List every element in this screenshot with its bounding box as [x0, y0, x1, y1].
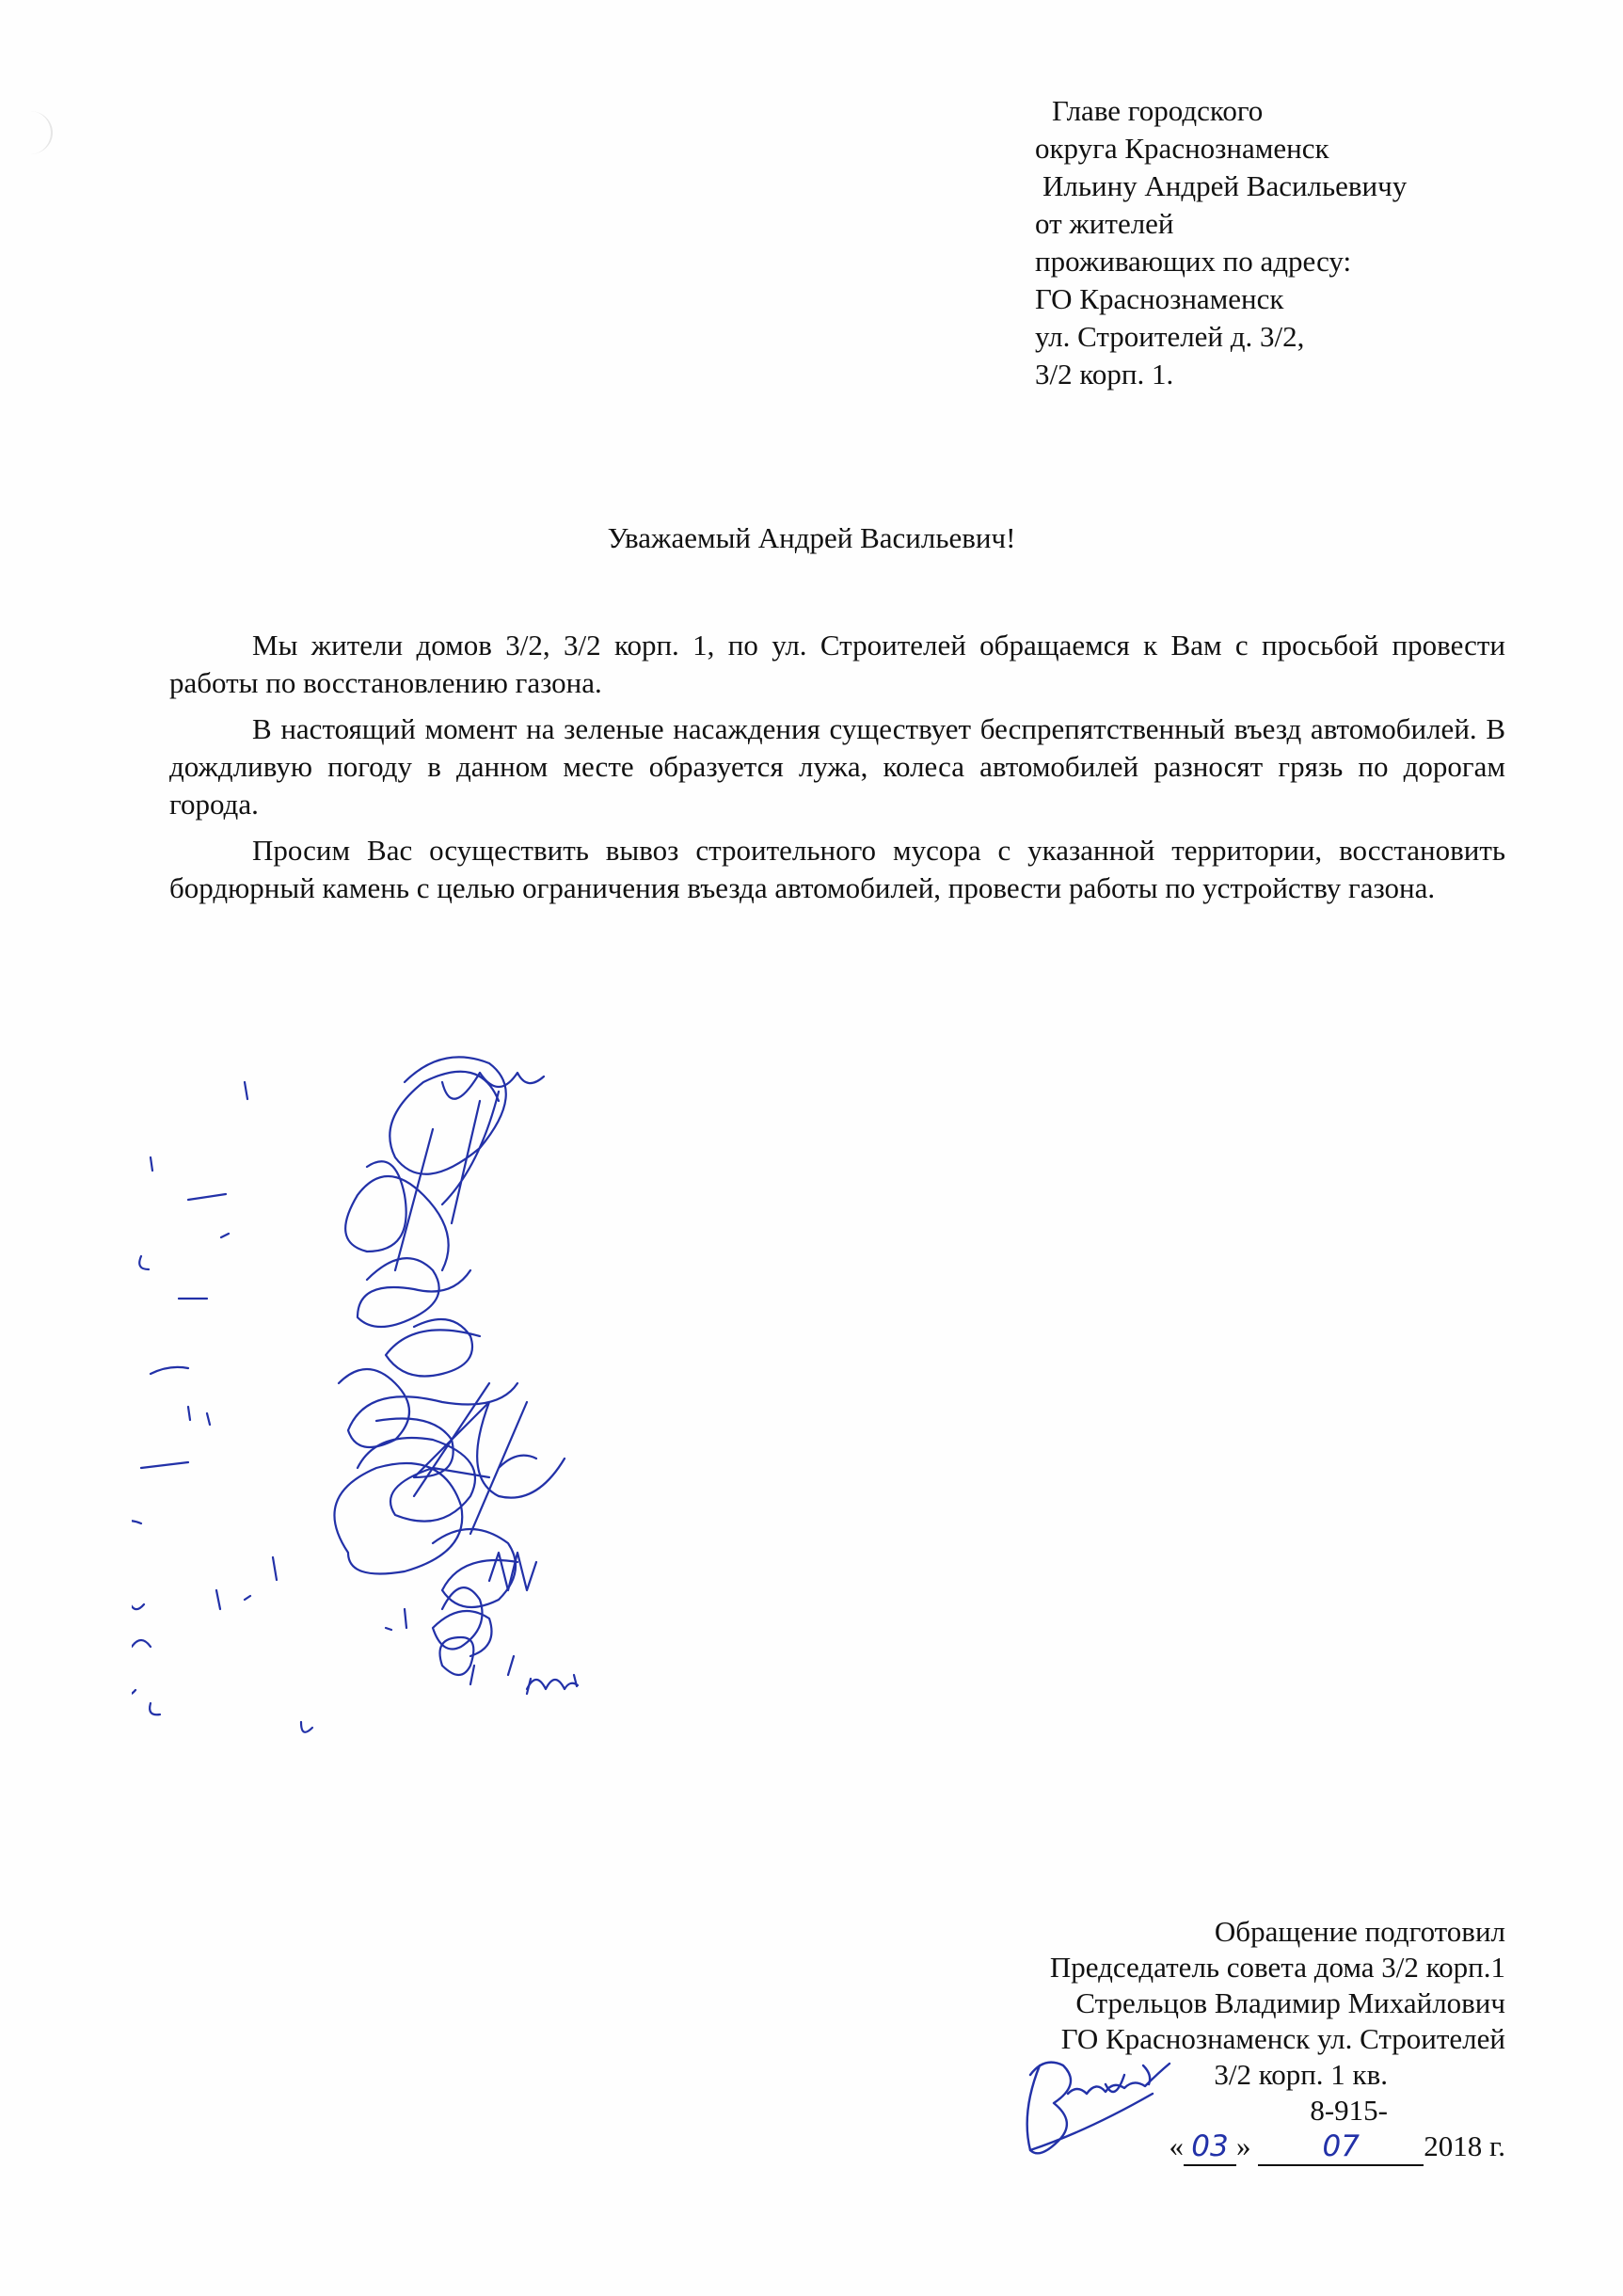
sender-line: Обращение подготовил [1214, 1915, 1505, 1948]
letter-body [169, 627, 1505, 916]
date-open-quote: « [1169, 2129, 1185, 2162]
sender-line: ГО Краснознаменск ул. Строителей [1060, 2022, 1505, 2055]
addressee-line: от жителей [1035, 207, 1174, 240]
sender-line: Председатель совета дома 3/2 корп.1 [1049, 1951, 1505, 1984]
sender-line: 8-915- [1310, 2094, 1388, 2127]
chairman-signature [1011, 2028, 1200, 2169]
date-day: 03 [1184, 2129, 1236, 2166]
body-paragraph: В настоящий момент на зеленые насаждения существует беспрепятственный въезд автомобилей. В дождливую погоду в данном месте образуется лужа, колеса автомобилей разносят грязь по дорогам города. [169, 712, 1505, 821]
addressee-line: 3/2 корп. 1. [1035, 358, 1174, 391]
salutation: Уважаемый Андрей Васильевич! [607, 521, 1016, 554]
addressee-line: Ильину Андрей Васильевичу [1042, 169, 1408, 202]
date-month: 07 [1258, 2129, 1424, 2166]
date-year: 2018 г. [1424, 2129, 1505, 2162]
sender-line: Стрельцов Владимир Михайлович [1075, 1986, 1505, 2019]
body-paragraph: Мы жители домов 3/2, 3/2 корп. 1, по ул. Строителей обращаемся к Вам с просьбой провести работы по восстановлению газона. [169, 629, 1505, 699]
body-paragraph: Просим Вас осуществить вывоз строительного мусора с указанной территории, восстановить бордюрный камень с целью ограничения въезда автомобилей, провести работы по устройству газона. [169, 834, 1505, 904]
addressee-block [1035, 92, 1562, 393]
handwritten-signature-image [1011, 2028, 1200, 2169]
addressee-line: округа Краснознаменск [1035, 132, 1329, 165]
addressee-line: ул. Строителей д. 3/2, [1035, 320, 1305, 353]
sender-line: 3/2 корп. 1 кв. [1214, 2058, 1388, 2091]
scan-hole-mark [8, 111, 53, 154]
date-close-quote: » [1236, 2129, 1251, 2162]
addressee-line: проживающих по адресу: [1035, 245, 1352, 278]
residents-signatures [132, 1026, 913, 1816]
addressee-line: ГО Краснознаменск [1035, 282, 1284, 315]
handwritten-signatures-image [132, 1026, 913, 1816]
addressee-line: Главе городского [1052, 94, 1264, 127]
